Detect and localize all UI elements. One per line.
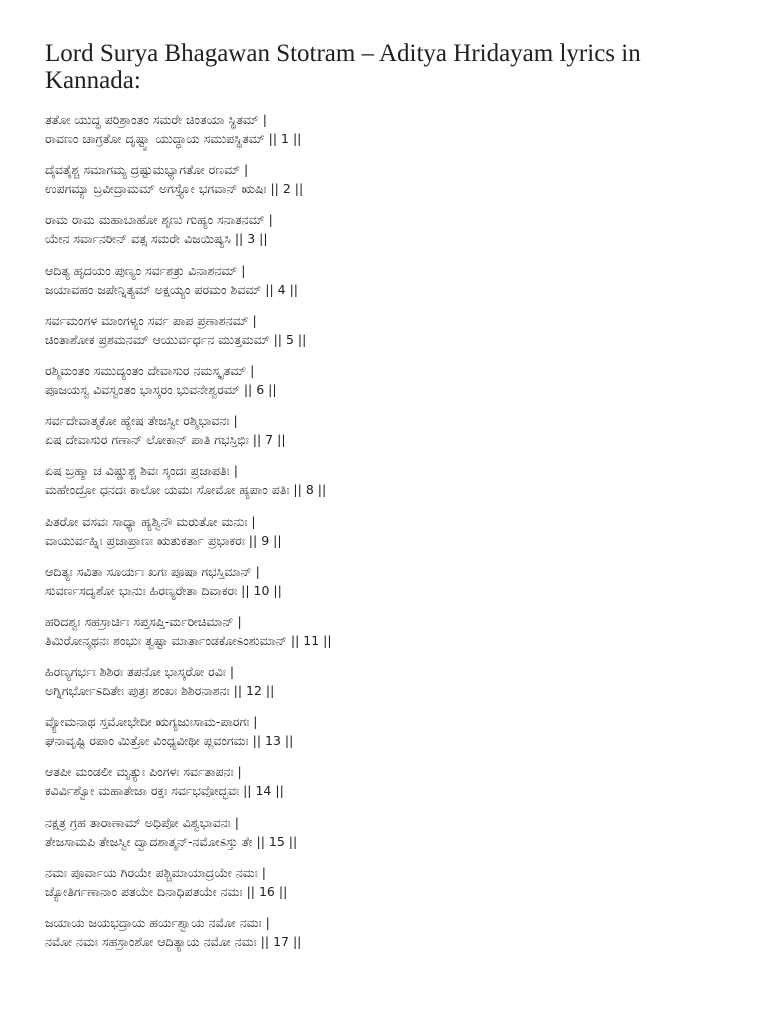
verse-block [45, 863, 735, 901]
verse-line: ಆದಿತ್ಯ ಹೃದಯಂ ಪುಣ್ಯಂ ಸರ್ವಶತ್ರು ವಿನಾಶನಮ್ | [45, 262, 246, 278]
verse-line: ನಮಃ ಪೂರ್ವಾಯ ಗಿರಯೇ ಪಶ್ಚಿಮಾಯಾದ್ರಯೇ ನಮಃ | [45, 864, 266, 880]
verse-line: ಯೇನ ಸರ್ವಾನರೀನ್ ವತ್ಸ ಸಮರೇ ವಿಜಯಿಷ್ಯಸಿ || 3 || [45, 231, 268, 247]
verse-line: ತಿಮಿರೋನ್ಮಥನಃ ಶಂಭುಃ ತ್ವಷ್ಟಾ ಮಾರ್ತಾಂಡಕೋಽಂಶುಮಾನ್ || 11 || [45, 632, 332, 648]
verse-block [45, 813, 735, 851]
verse-line: ಮಹೇಂದ್ರೋ ಧನದಃ ಕಾಲೋ ಯಮಃ ಸೋಮೋ ಹ್ಯಪಾಂ ಪತಿಃ || 8 || [45, 482, 327, 498]
document-page [45, 40, 735, 963]
verse-line: ಸುವರ್ಣಸದೃಶೋ ಭಾನುಃ ಹಿರಣ್ಯರೇತಾ ದಿವಾಕರಃ || 10 || [45, 582, 282, 598]
verse-line: ರಾಮ ರಾಮ ಮಹಾಬಾಹೋ ಶೃಣು ಗುಹ್ಯಂ ಸನಾತನಮ್ | [45, 212, 273, 228]
verse-list [45, 110, 735, 951]
verse-line: ಹರಿದಶ್ವಃ ಸಹಸ್ರಾರ್ಚಿಃ ಸಪ್ತಸಪ್ತಿ-ರ್ಮರೀಚಿಮಾನ್ | [45, 613, 242, 629]
verse-line: ಪೂಜಯಸ್ವ ವಿವಸ್ವಂತಂ ಭಾಸ್ಕರಂ ಭುವನೇಶ್ವರಮ್ || 6 || [45, 381, 277, 397]
verse-block [45, 110, 735, 148]
verse-line: ಏಷ ದೇವಾಸುರ ಗಣಾನ್ ಲೋಕಾನ್ ಪಾತಿ ಗಭಸ್ತಿಭಿಃ || 7 || [45, 432, 286, 448]
verse-block [45, 512, 735, 550]
verse-line: ತೇಜಸಾಮಪಿ ತೇಜಸ್ವೀ ದ್ವಾದಶಾತ್ಮನ್-ನಮೋಽಸ್ತು ತೇ || 15 || [45, 833, 298, 849]
verse-line: ಉಪಗಮ್ಯಾ ಬ್ರವೀದ್ರಾಮಮ್ ಅಗಸ್ತ್ಯೋ ಭಗವಾನ್ ಋಷಿಃ || 2 || [45, 181, 304, 197]
verse-line: ರಾವಣಂ ಚಾಗ್ರತೋ ದೃಷ್ಟ್ವಾ ಯುದ್ಧಾಯ ಸಮುಪಸ್ಥಿತಮ್ || 1 || [45, 131, 302, 146]
verse-line: ಜಯಾವಹಂ ಜಪೇನ್ನಿತ್ಯಮ್ ಅಕ್ಷಯ್ಯಂ ಪರಮಂ ಶಿವಮ್ || 4 || [45, 281, 299, 297]
page-title: Lord Surya Bhagawan Stotram – Aditya Hridayam lyrics in Kannada: [45, 40, 641, 94]
verse-line: ನಮೋ ನಮಃ ಸಹಸ್ರಾಂಶೋ ಆದಿತ್ಯಾಯ ನಮೋ ನಮಃ || 17 || [45, 934, 302, 949]
verse-line: ಆತಪೀ ಮಂಡಲೀ ಮೃತ್ಯುಃ ಪಿಂಗಳಃ ಸರ್ವತಾಪನಃ | [45, 764, 242, 780]
verse-line: ಕವಿರ್ವಿಶ್ವೋ ಮಹಾತೇಜಾ ರಕ್ತಃ ಸರ್ವಭವೋದ್ಭವಃ || 14 || [45, 783, 284, 799]
verse-line: ಹಿರಣ್ಯಗರ್ಭಃ ಶಿಶಿರಃ ತಪನೋ ಭಾಸ್ಕರೋ ರವಿಃ | [45, 664, 235, 680]
verse-line: ನಕ್ಷತ್ರ ಗ್ರಹ ತಾರಾಣಾಮ್ ಅಧಿಪೋ ವಿಶ್ವಭಾವನಃ | [45, 814, 239, 830]
verse-block [45, 361, 735, 399]
verse-line: ವ್ಯೋಮನಾಥ ಸ್ತಮೋಭೇದೀ ಋಗ್ಯಜುಃಸಾಮ-ಪಾರಗಃ | [45, 714, 258, 730]
verse-block [45, 762, 735, 800]
verse-block [45, 461, 735, 499]
verse-line: ಜ್ಯೋತಿರ್ಗಣಾನಾಂ ಪತಯೇ ದಿನಾಧಿಪತಯೇ ನಮಃ || 16 || [45, 883, 288, 899]
verse-line: ಆದಿತ್ಯಃ ಸವಿತಾ ಸೂರ್ಯಃ ಖಗಃ ಪೂಷಾ ಗಭಸ್ತಿಮಾನ್ | [45, 563, 260, 579]
verse-block [45, 612, 735, 650]
verse-block [45, 913, 735, 951]
verse-line: ಚಿಂತಾಶೋಕ ಪ್ರಶಮನಮ್ ಆಯುರ್ವರ್ಧನ ಮುತ್ತಮಮ್ || 5 || [45, 331, 307, 347]
verse-block [45, 562, 735, 600]
verse-block [45, 662, 735, 700]
verse-block [45, 160, 735, 198]
verse-line: ವಾಯುರ್ವಹ್ನಿಃ ಪ್ರಜಾಪ್ರಾಣಃ ಋತುಕರ್ತಾ ಪ್ರಭಾಕರಃ || 9 || [45, 532, 282, 548]
verse-block [45, 311, 735, 349]
verse-line: ಏಷ ಬ್ರಹ್ಮಾ ಚ ವಿಷ್ಣುಶ್ಚ ಶಿವಃ ಸ್ಕಂದಃ ಪ್ರಜಾಪತಿಃ | [45, 463, 238, 479]
verse-line: ಸರ್ವದೇವಾತ್ಮಕೋ ಹ್ಯೇಷ ತೇಜಸ್ವೀ ರಶ್ಮಿಭಾವನಃ | [45, 413, 238, 429]
verse-block [45, 712, 735, 750]
verse-block [45, 411, 735, 449]
verse-line: ಅಗ್ನಿಗರ್ಭೋಽದಿತೇಃ ಪುತ್ರಃ ಶಂಖಃ ಶಿಶಿರನಾಶನಃ || 12 || [45, 683, 275, 699]
verse-block [45, 210, 735, 248]
verse-line: ರಶ್ಮಿಮಂತಂ ಸಮುದ್ಯಂತಂ ದೇವಾಸುರ ನಮಸ್ಕೃತಮ್ | [45, 362, 255, 378]
verse-line: ಜಯಾಯ ಜಯಭದ್ರಾಯ ಹರ್ಯಶ್ವಾಯ ನಮೋ ನಮಃ | [45, 915, 270, 930]
verse-line: ಪಿತರೋ ವಸವಃ ಸಾಧ್ಯಾ ಹ್ಯಶ್ವಿನೌ ಮರುತೋ ಮನುಃ | [45, 513, 256, 529]
verse-line: ಘನಾವೃಷ್ಟಿ ರಪಾಂ ಮಿತ್ರೋ ವಿಂಧ್ಯವೀಥೀ ಪ್ಲವಂಗಮಃ || 13 || [45, 733, 294, 749]
verse-line: ತತೋ ಯುದ್ಧ ಪರಿಶ್ರಾಂತಂ ಸಮರೇ ಚಿಂತಯಾ ಸ್ಥಿತಮ್ | [45, 112, 268, 127]
verse-block [45, 261, 735, 299]
verse-line: ದೈವತೈಶ್ಚ ಸಮಾಗಮ್ಯ ದ್ರಷ್ಟುಮಭ್ಯಾಗತೋ ರಣಮ್ | [45, 162, 249, 178]
verse-line: ಸರ್ವಮಂಗಳ ಮಾಂಗಳ್ಯಂ ಸರ್ವ ಪಾಪ ಪ್ರಣಾಶನಮ್ | [45, 312, 257, 328]
